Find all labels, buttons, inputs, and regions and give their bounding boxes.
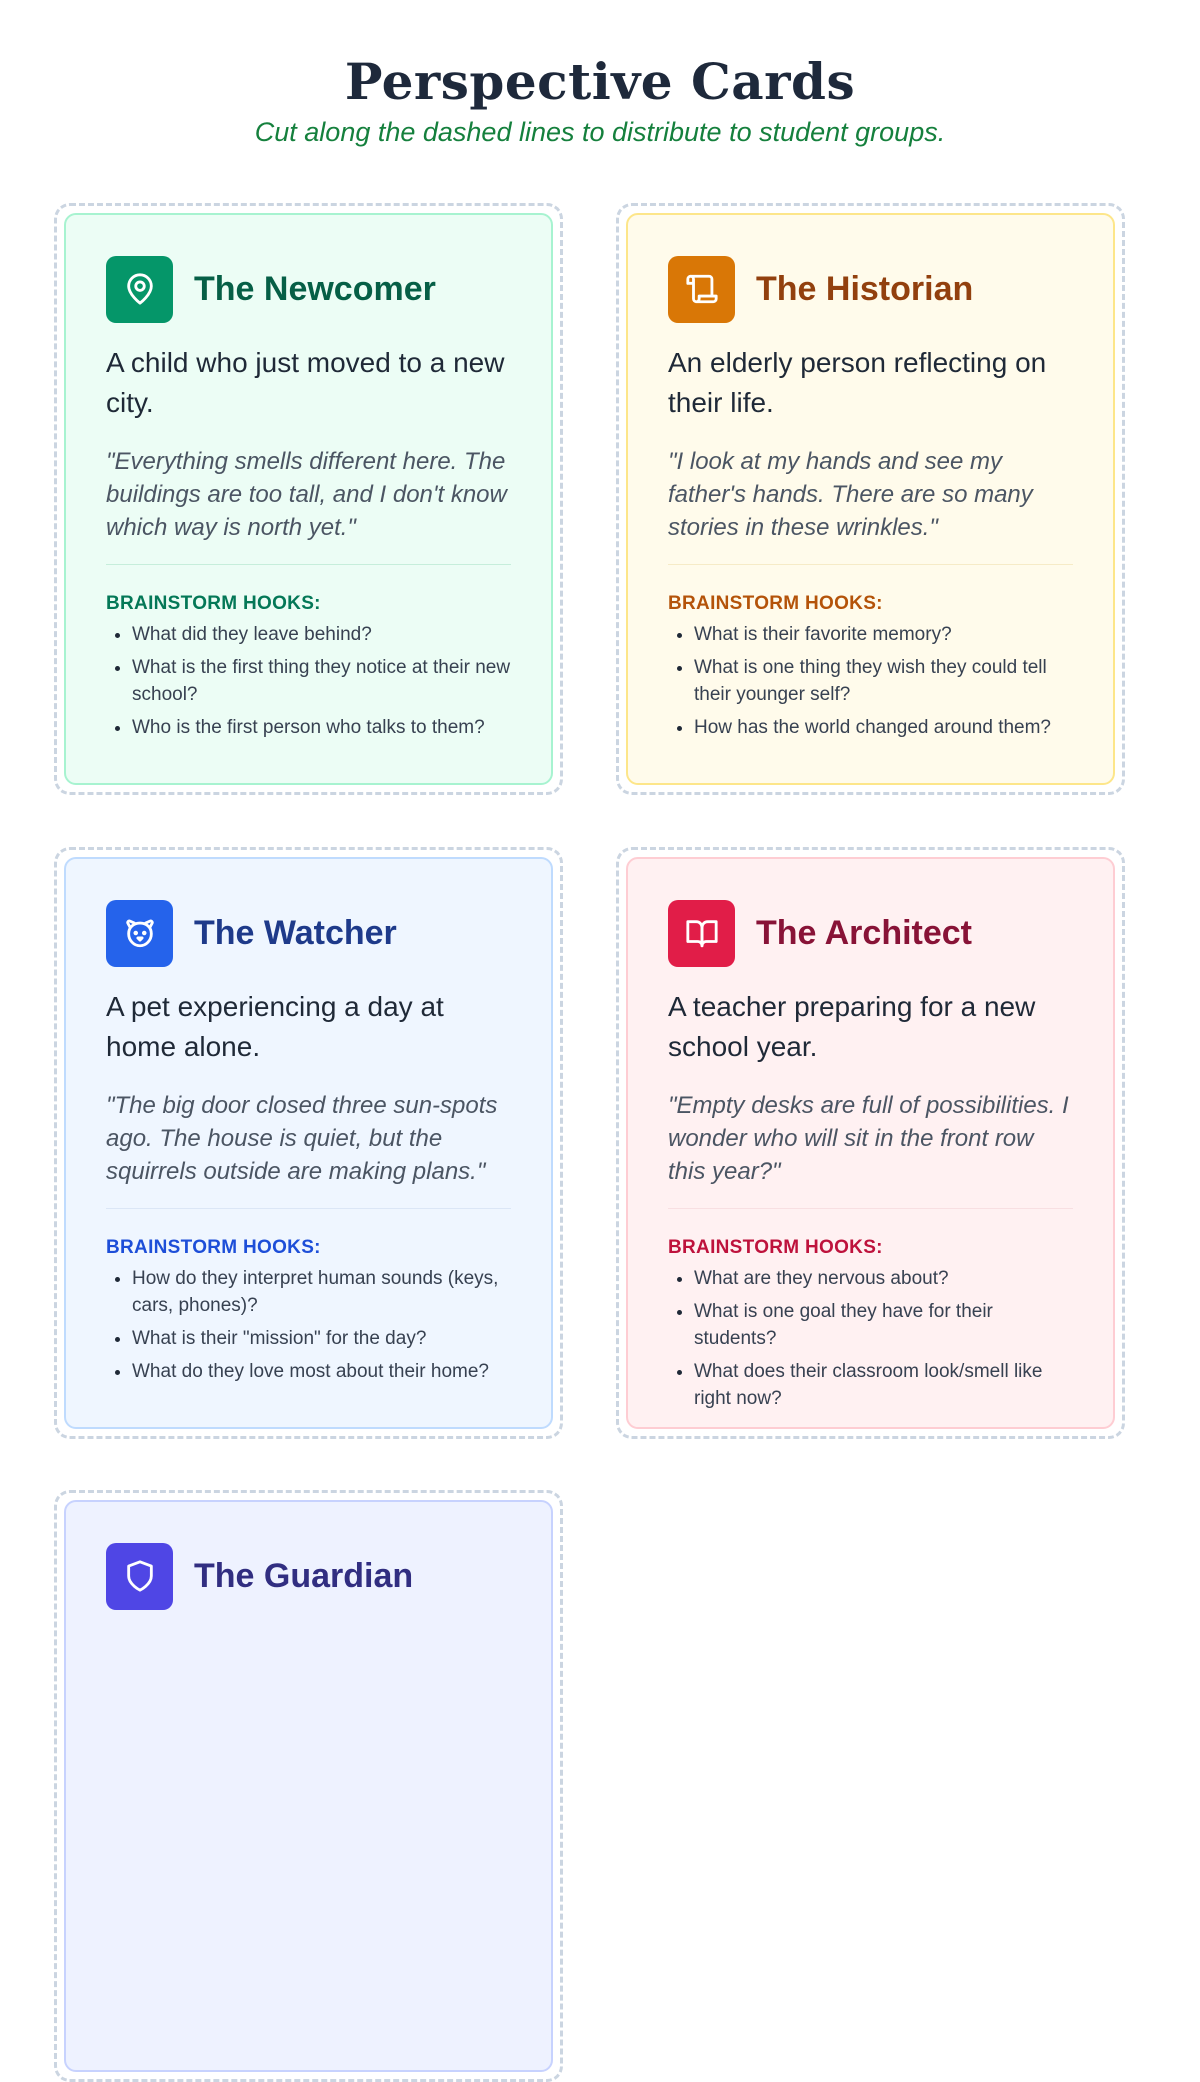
card-divider <box>668 1208 1073 1209</box>
brainstorm-hooks-label: BRAINSTORM HOOKS: <box>668 593 883 614</box>
hook-item: • What is one thing they wish they could tell their younger self? <box>694 654 1073 708</box>
open-book-icon <box>668 900 735 967</box>
brainstorm-hooks-label: BRAINSTORM HOOKS: <box>106 593 321 614</box>
card-description: A pet experiencing a day at home alone. <box>106 991 444 1062</box>
hook-item: • Who is the first person who talks to them? <box>132 714 511 741</box>
hook-item: • How do they interpret human sounds (keys, cars, phones)? <box>132 1265 511 1319</box>
brainstorm-hooks-label: BRAINSTORM HOOKS: <box>106 1237 321 1258</box>
perspective-card-architect <box>626 857 1115 1429</box>
card-title: The Newcomer <box>194 269 436 308</box>
card-title: The Guardian <box>194 1556 414 1595</box>
hook-item: • What is their favorite memory? <box>694 621 1073 648</box>
perspective-card-watcher <box>64 857 553 1429</box>
perspective-card-newcomer <box>64 213 553 785</box>
hook-item: • What do they love most about their home? <box>132 1358 511 1385</box>
cut-line-frame-guardian <box>54 1490 563 2082</box>
hook-item: • What did they leave behind? <box>132 621 511 648</box>
dog-face-icon <box>106 900 173 967</box>
brainstorm-hooks-list <box>106 621 511 741</box>
hook-item: • What are they nervous about? <box>694 1265 1073 1292</box>
brainstorm-hooks-list <box>106 1265 511 1385</box>
card-quote: "The big door closed three sun-spots ago. The house is quiet, but the squirrels outside are making plans." <box>106 1092 498 1185</box>
hook-item: • What is one goal they have for their students? <box>694 1298 1073 1352</box>
shield-icon <box>106 1543 173 1610</box>
card-description: A teacher preparing for a new school year. <box>668 991 1036 1062</box>
cut-line-frame-architect <box>616 847 1125 1439</box>
card-description: A child who just moved to a new city. <box>106 347 505 418</box>
card-title: The Architect <box>756 913 973 952</box>
perspective-card-historian <box>626 213 1115 785</box>
card-quote: "Everything smells different here. The buildings are too tall, and I don't know which way is north yet." <box>106 448 507 541</box>
page-title: Perspective Cards <box>344 52 856 111</box>
map-pin-icon <box>106 256 173 323</box>
card-title: The Watcher <box>194 913 397 952</box>
perspective-card-guardian <box>64 1500 553 2072</box>
hook-item: • What is the first thing they notice at their new school? <box>132 654 511 708</box>
brainstorm-hooks-list <box>668 1265 1073 1412</box>
card-description: An elderly person reflecting on their life. <box>668 347 1047 418</box>
page-subtitle: Cut along the dashed lines to distribute to student groups. <box>254 117 946 147</box>
card-divider <box>106 564 511 565</box>
card-quote: "I look at my hands and see my father's hands. There are so many stories in these wrinkles." <box>668 448 1033 541</box>
cut-line-frame-newcomer <box>54 203 563 795</box>
card-divider <box>106 1208 511 1209</box>
cut-line-frame-historian <box>616 203 1125 795</box>
scroll-icon <box>668 256 735 323</box>
hook-item: • What is their "mission" for the day? <box>132 1325 511 1352</box>
brainstorm-hooks-list <box>668 621 1073 741</box>
card-divider <box>668 564 1073 565</box>
hook-item: • How has the world changed around them? <box>694 714 1073 741</box>
card-title: The Historian <box>756 269 974 308</box>
hook-item: • What does their classroom look/smell like right now? <box>694 1358 1073 1412</box>
card-quote: "Empty desks are full of possibilities. I wonder who will sit in the front row this year?" <box>668 1092 1069 1185</box>
brainstorm-hooks-label: BRAINSTORM HOOKS: <box>668 1237 883 1258</box>
cut-line-frame-watcher <box>54 847 563 1439</box>
